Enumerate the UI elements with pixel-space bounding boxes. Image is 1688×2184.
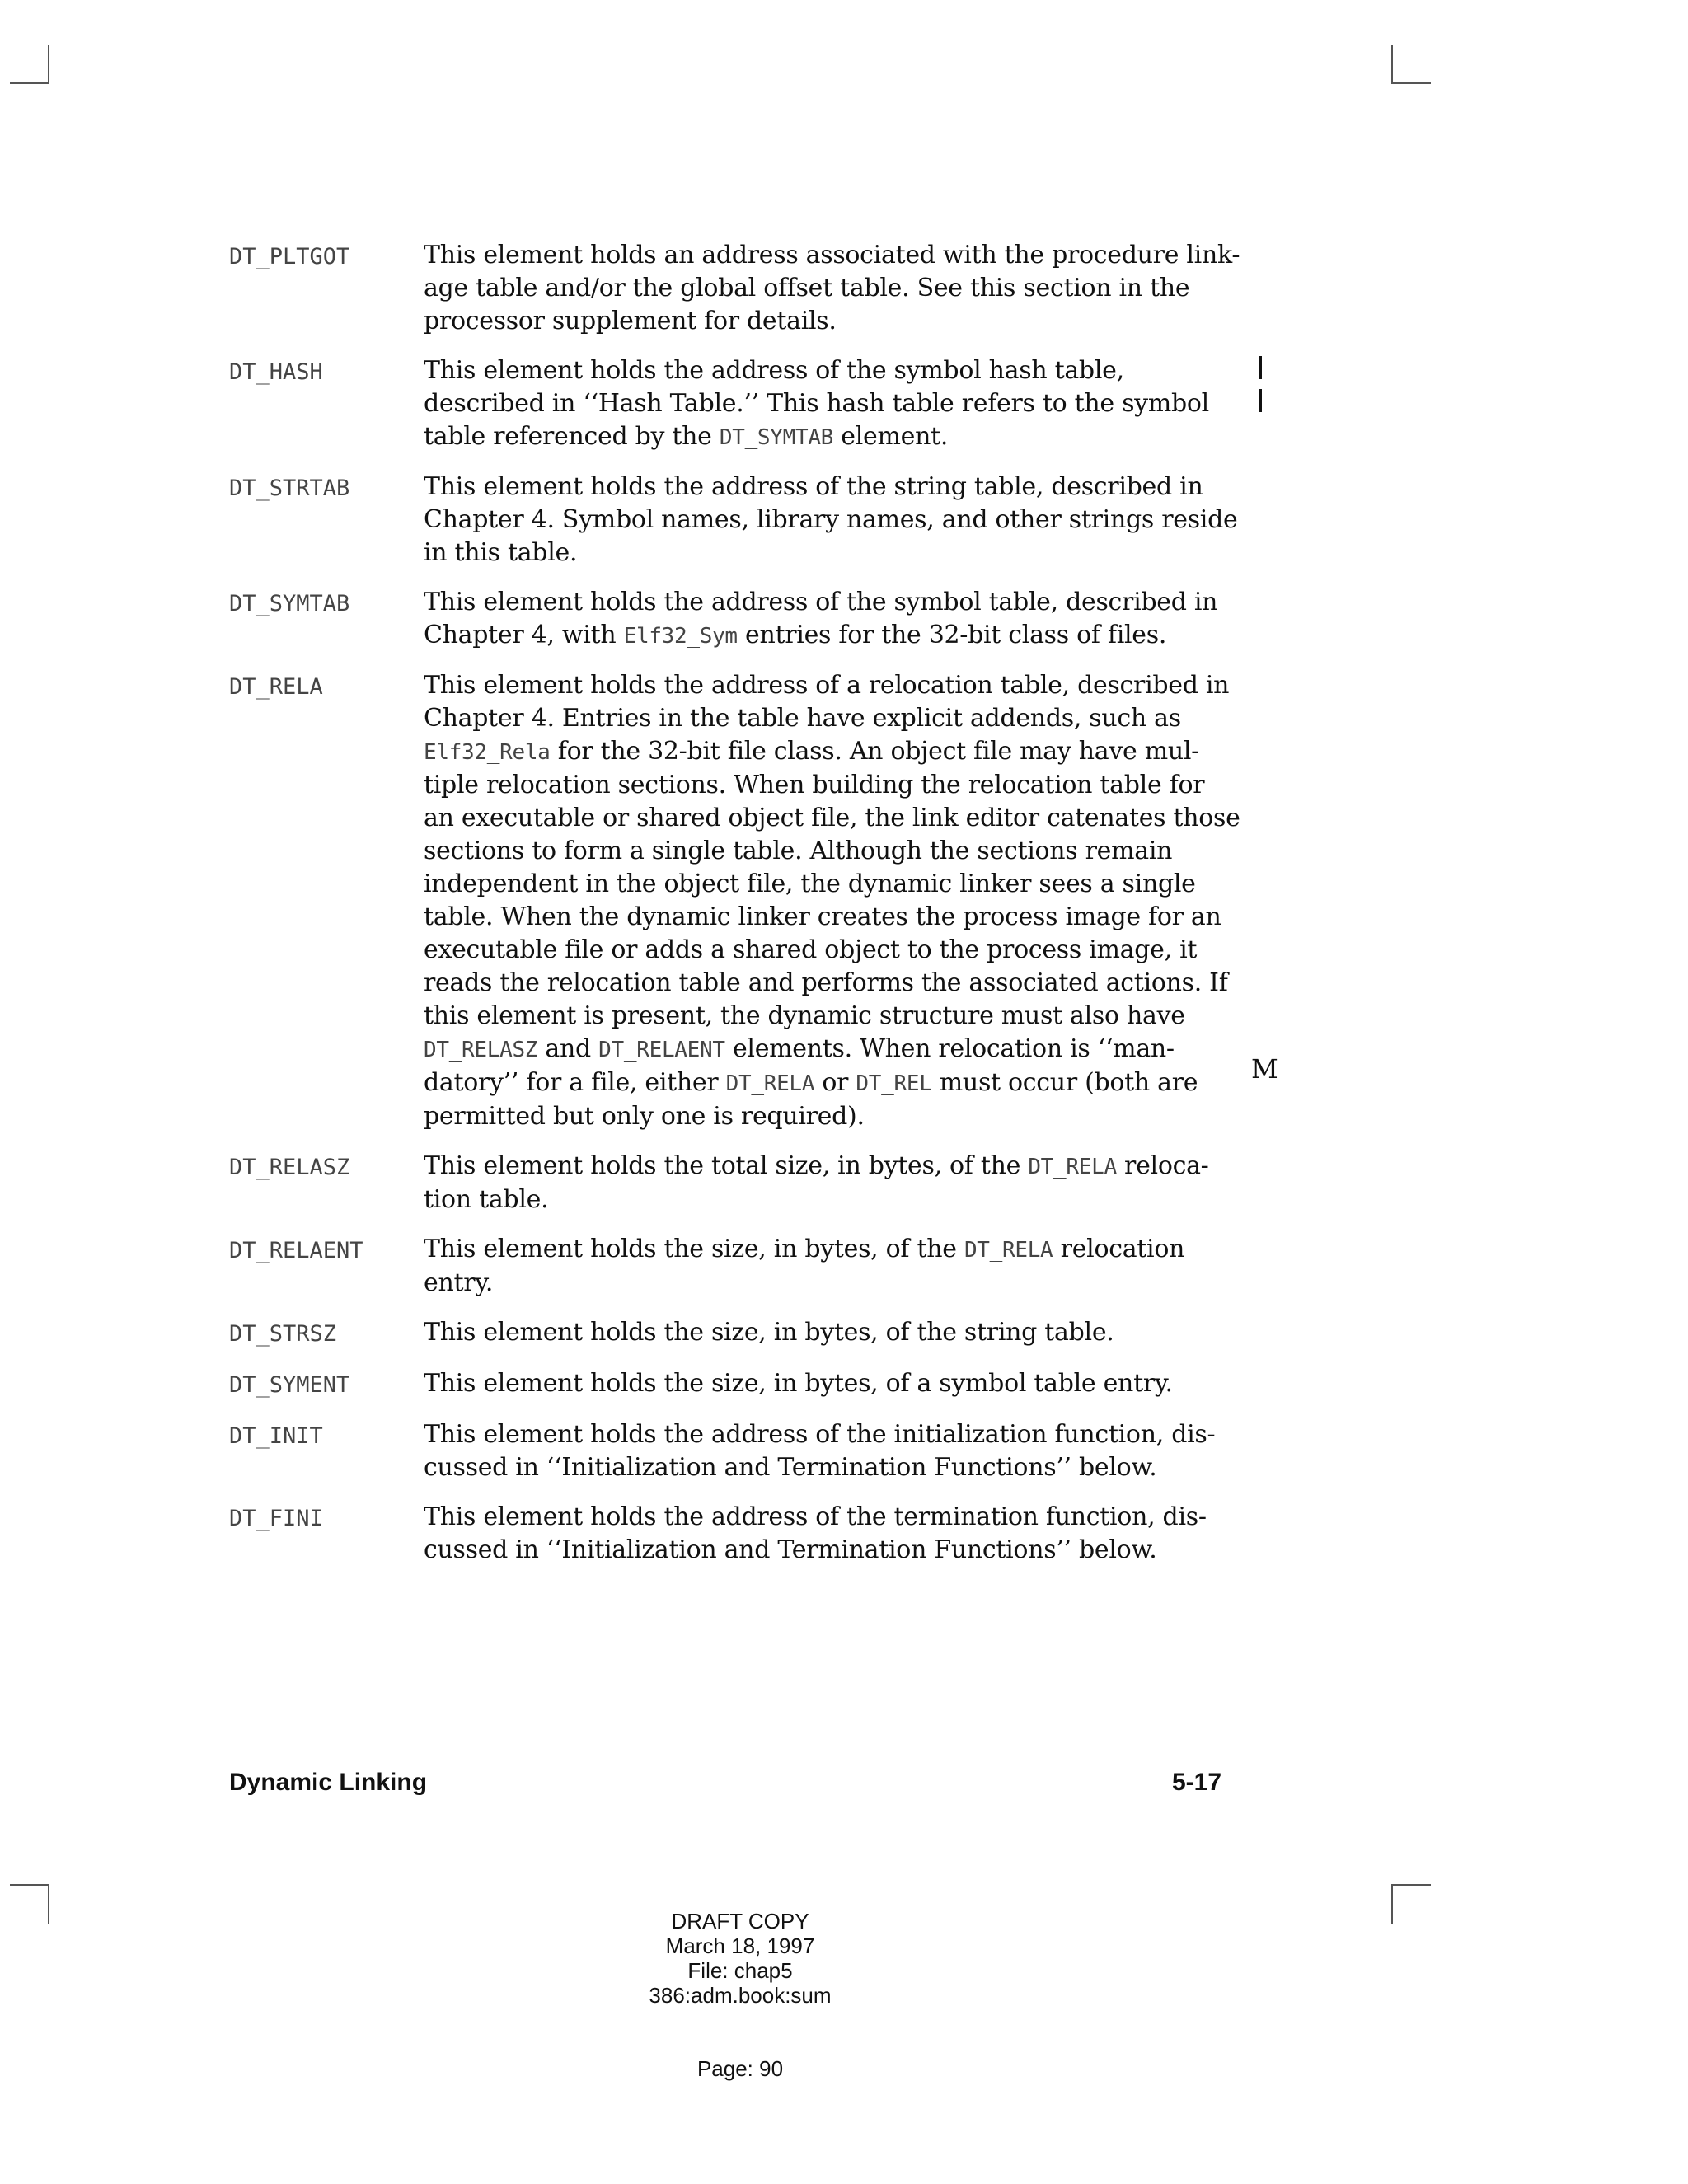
definition-description (424, 1233, 1215, 1300)
text-segment: Chapter 4. Symbol names, library names, and other strings reside (424, 505, 1238, 534)
definition-term: DT_HASH (229, 359, 323, 385)
description-line (424, 239, 1240, 272)
text-segment: This element holds the address of the initialization function, dis- (424, 1420, 1216, 1449)
text-segment: reads the relocation table and performs the associated actions. If (424, 968, 1228, 997)
text-segment: sections to form a single table. Although the sections remain (424, 837, 1173, 865)
text-segment: element. (833, 422, 949, 451)
text-segment: This element holds the address of a relocation table, described in (424, 671, 1230, 700)
text-segment: for the 32-bit file class. An object file may have mul- (550, 737, 1200, 766)
text-segment: age table and/or the global offset table. See this section in the (424, 274, 1190, 302)
definition-term: DT_RELAENT (229, 1238, 363, 1263)
definition-term: DT_INIT (229, 1423, 323, 1449)
text-segment: cussed in ‘‘Initialization and Termination Functions’’ below. (424, 1453, 1157, 1482)
text-segment: This element holds the size, in bytes, of the (424, 1235, 964, 1263)
description-line (424, 387, 1215, 420)
description-line (424, 702, 1215, 735)
inline-code: DT_RELA (1028, 1155, 1117, 1179)
definition-description (424, 1367, 1215, 1400)
draft-label: DRAFT COPY (671, 1909, 809, 1933)
definition-description (424, 586, 1218, 653)
footer-page-number: 5-17 (1172, 1769, 1222, 1796)
draft-book-path: 386:adm.book:sum (649, 1983, 832, 2008)
text-segment: This element holds the size, in bytes, of the string table. (424, 1318, 1114, 1347)
description-line (424, 1418, 1215, 1451)
definition-term: DT_SYMTAB (229, 591, 350, 616)
definition-entry (229, 586, 1243, 653)
definition-entry (229, 471, 1243, 569)
text-segment: in this table. (424, 538, 578, 567)
text-segment: This element holds the address of the termination function, dis- (424, 1502, 1207, 1531)
inline-code: Elf32_Rela (424, 740, 551, 765)
definition-description (424, 1501, 1215, 1567)
text-segment: described in ‘‘Hash Table.’’ This hash table refers to the symbol (424, 389, 1209, 418)
description-line (424, 420, 1215, 454)
description-line (424, 835, 1215, 868)
description-line (424, 967, 1228, 1000)
text-segment: This element holds the address of the symbol table, described in (424, 588, 1218, 616)
text-segment: entries for the 32-bit class of files. (737, 621, 1167, 649)
definition-term: DT_FINI (229, 1506, 323, 1531)
crop-mark-top-left (10, 82, 49, 84)
description-line (424, 802, 1240, 835)
definition-description (424, 471, 1238, 569)
definition-term: DT_RELA (229, 674, 323, 700)
definition-description (424, 239, 1240, 338)
text-segment: tion table. (424, 1185, 549, 1214)
text-segment: This element holds the address of the string table, described in (424, 472, 1203, 501)
description-line (424, 1534, 1215, 1567)
definition-description (424, 354, 1215, 454)
text-segment: or (814, 1068, 856, 1097)
crop-mark-bottom-left (10, 1884, 49, 1886)
text-segment: this element is present, the dynamic structure must also have (424, 1001, 1185, 1030)
definition-description (424, 1316, 1215, 1349)
definition-term: DT_PLTGOT (229, 244, 350, 269)
definition-entry (229, 669, 1243, 1133)
description-line (424, 305, 1215, 338)
inline-code: DT_SYMTAB (719, 425, 834, 450)
definition-entry (229, 1418, 1243, 1484)
description-line (424, 1183, 1215, 1216)
definition-entry (229, 354, 1243, 454)
text-segment: independent in the object file, the dynamic linker sees a single (424, 869, 1196, 898)
text-segment: table referenced by the (424, 422, 720, 451)
description-line (424, 934, 1215, 967)
page-label: Page: 90 (696, 2056, 784, 2081)
text-segment: relocation (1053, 1235, 1185, 1263)
crop-mark-top-right (1391, 82, 1431, 84)
text-segment: This element holds the size, in bytes, of a symbol table entry. (424, 1369, 1173, 1398)
text-segment: reloca- (1116, 1151, 1209, 1180)
description-line (424, 901, 1221, 934)
text-segment: Chapter 4. Entries in the table have explicit addends, such as (424, 704, 1181, 733)
text-segment: and (537, 1034, 599, 1063)
description-line (424, 669, 1230, 702)
margin-change-mark: M (1251, 1053, 1278, 1085)
crop-mark-bottom-left (48, 1884, 49, 1924)
description-line (424, 1267, 1215, 1300)
definition-entry (229, 1501, 1243, 1567)
change-bar (1259, 389, 1262, 412)
dynamic-tag-definition-list (229, 239, 1243, 1583)
inline-code: DT_RELA (725, 1071, 815, 1096)
inline-code: Elf32_Sym (623, 624, 738, 649)
text-segment: This element holds the address of the symbol hash table, (424, 356, 1124, 385)
description-line (424, 354, 1215, 387)
crop-mark-bottom-right (1391, 1884, 1393, 1924)
definition-term: DT_SYMENT (229, 1372, 350, 1398)
text-segment: Chapter 4, with (424, 621, 624, 649)
description-line (424, 1233, 1215, 1267)
definition-entry (229, 1367, 1243, 1402)
description-line (424, 1066, 1215, 1100)
text-segment: elements. When relocation is ‘‘man- (724, 1034, 1175, 1063)
text-segment: processor supplement for details. (424, 307, 837, 335)
definition-entry (229, 1316, 1243, 1351)
inline-code: DT_RELA (964, 1238, 1053, 1263)
text-segment: permitted but only one is required). (424, 1102, 865, 1131)
text-segment: an executable or shared object file, the link editor catenates those (424, 804, 1240, 832)
footer-section-title: Dynamic Linking (229, 1769, 428, 1796)
text-segment: tiple relocation sections. When building the relocation table for (424, 771, 1205, 799)
text-segment: executable file or adds a shared object to the process image, it (424, 935, 1198, 964)
draft-file: File: chap5 (687, 1958, 793, 1983)
description-line (424, 1451, 1215, 1484)
description-line (424, 868, 1215, 901)
definition-term: DT_STRTAB (229, 476, 350, 501)
description-line (424, 1367, 1215, 1400)
description-line (424, 735, 1215, 769)
crop-mark-top-right (1391, 45, 1393, 84)
description-line (424, 1033, 1215, 1066)
text-segment: must occur (both are (931, 1068, 1198, 1097)
definition-entry (229, 1233, 1243, 1300)
definition-entry (229, 239, 1243, 338)
description-line (424, 272, 1215, 305)
text-segment: cussed in ‘‘Initialization and Termination Functions’’ below. (424, 1535, 1157, 1564)
definition-term: DT_STRSZ (229, 1321, 337, 1347)
description-line (424, 619, 1215, 653)
inline-code: DT_RELAENT (598, 1038, 725, 1062)
description-line (424, 1316, 1215, 1349)
text-segment: This element holds the total size, in bytes, of the (424, 1151, 1029, 1180)
description-line (424, 1150, 1215, 1183)
description-line (424, 1000, 1215, 1033)
crop-mark-top-left (48, 45, 49, 84)
definition-description (424, 669, 1240, 1133)
draft-date: March 18, 1997 (665, 1933, 815, 1958)
description-line (424, 471, 1215, 504)
text-segment: This element holds an address associated with the procedure link- (424, 241, 1240, 269)
definition-description (424, 1150, 1215, 1216)
inline-code: DT_RELASZ (424, 1038, 538, 1062)
definition-description (424, 1418, 1215, 1484)
description-line (424, 586, 1218, 619)
draft-info-block (577, 1909, 903, 2008)
description-line (424, 504, 1238, 537)
description-line (424, 1100, 1215, 1133)
crop-mark-bottom-right (1391, 1884, 1431, 1886)
inline-code: DT_REL (856, 1071, 932, 1096)
definition-term: DT_RELASZ (229, 1155, 350, 1180)
description-line (424, 537, 1215, 569)
text-segment: entry. (424, 1268, 494, 1297)
change-bar (1259, 356, 1262, 379)
text-segment: datory’’ for a file, either (424, 1068, 726, 1097)
text-segment: table. When the dynamic linker creates the process image for an (424, 902, 1221, 931)
description-line (424, 769, 1215, 802)
description-line (424, 1501, 1215, 1534)
definition-entry (229, 1150, 1243, 1216)
